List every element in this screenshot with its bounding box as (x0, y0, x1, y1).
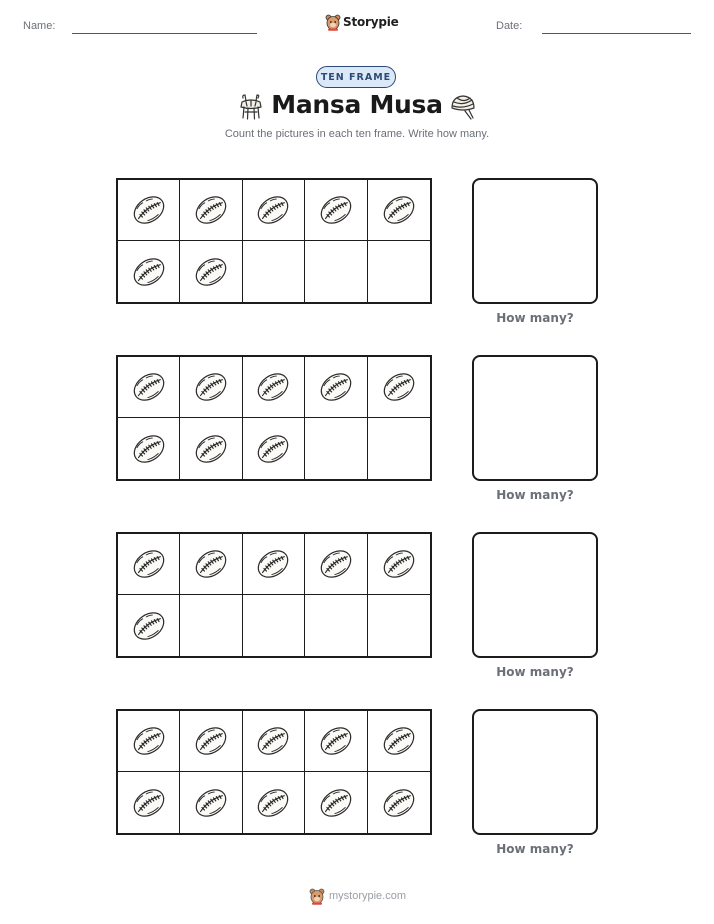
ten-frame-cell (118, 357, 180, 418)
cowrie-shell-icon (130, 607, 168, 645)
page-title: Mansa Musa (271, 90, 443, 119)
ten-frame-cell (305, 595, 367, 656)
ten-frame (116, 709, 432, 835)
ten-frame-cell (180, 595, 242, 656)
ten-frame-cell (305, 357, 367, 418)
cowrie-shell-icon (254, 545, 292, 583)
footer (309, 885, 406, 907)
date-label: Date: (496, 20, 523, 32)
cowrie-shell-icon (380, 722, 418, 760)
instructions: Count the pictures in each ten frame. Write how many. (224, 128, 490, 140)
cowrie-shell-icon (380, 784, 418, 822)
ten-frame-cell (243, 357, 305, 418)
cowrie-shell-icon (380, 368, 418, 406)
ten-frame (116, 355, 432, 481)
cowrie-shell-icon (130, 191, 168, 229)
cowrie-shell-icon (380, 545, 418, 583)
ten-frame-cell (180, 357, 242, 418)
cowrie-shell-icon (192, 430, 230, 468)
ten-frame-cell (180, 241, 242, 302)
how-many-label: How many? (496, 488, 574, 502)
cowrie-shell-icon (192, 253, 230, 291)
cowrie-shell-icon (130, 253, 168, 291)
ten-frame-badge: TEN FRAME (316, 66, 396, 88)
cowrie-shell-icon (192, 545, 230, 583)
cowrie-shell-icon (192, 191, 230, 229)
brand-logo (325, 13, 399, 31)
cowrie-shell-icon (254, 430, 292, 468)
cowrie-shell-icon (317, 545, 355, 583)
cowrie-shell-icon (254, 368, 292, 406)
how-many-label: How many? (496, 665, 574, 679)
cowrie-shell-icon (254, 784, 292, 822)
answer-box[interactable] (472, 532, 598, 658)
cowrie-shell-icon (130, 545, 168, 583)
cowrie-shell-icon (130, 368, 168, 406)
ten-frame-cell (118, 241, 180, 302)
cowrie-shell-icon (317, 784, 355, 822)
how-many-label: How many? (496, 311, 574, 325)
cowrie-shell-icon (317, 722, 355, 760)
ten-frame-cell (180, 534, 242, 595)
bear-mascot-icon (309, 888, 325, 905)
ten-frame-cell (368, 241, 430, 302)
ten-frame (116, 532, 432, 658)
name-line[interactable] (72, 33, 257, 34)
cowrie-shell-icon (254, 722, 292, 760)
ten-frame-cell (118, 180, 180, 241)
ten-frame-cell (368, 534, 430, 595)
ten-frame-cell (305, 418, 367, 479)
cowrie-shell-icon (192, 784, 230, 822)
ten-frame-cell (118, 772, 180, 833)
ten-frame-cell (243, 534, 305, 595)
ten-frame-cell (180, 711, 242, 772)
ten-frame-cell (368, 711, 430, 772)
cowrie-shell-icon (380, 191, 418, 229)
name-label: Name: (23, 20, 56, 32)
how-many-label: How many? (496, 842, 574, 856)
answer-box[interactable] (472, 178, 598, 304)
ten-frame-cell (118, 534, 180, 595)
cowrie-shell-icon (317, 368, 355, 406)
ten-frame-cell (243, 772, 305, 833)
ten-frame-cell (180, 772, 242, 833)
cowrie-shell-icon (130, 722, 168, 760)
ten-frame-cell (180, 180, 242, 241)
ten-frame-cell (243, 595, 305, 656)
cowrie-shell-icon (192, 722, 230, 760)
ten-frame-cell (305, 534, 367, 595)
cowrie-shell-icon (254, 191, 292, 229)
ten-frame-cell (243, 241, 305, 302)
ten-frame-cell (305, 711, 367, 772)
ten-frame-cell (368, 772, 430, 833)
ten-frame-cell (243, 711, 305, 772)
ten-frame-cell (368, 180, 430, 241)
cowrie-shell-icon (130, 784, 168, 822)
ten-frame-cell (305, 241, 367, 302)
ten-frame-cell (368, 418, 430, 479)
cowrie-shell-icon (317, 191, 355, 229)
ten-frame (116, 178, 432, 304)
answer-box[interactable] (472, 355, 598, 481)
ten-frame-cell (305, 772, 367, 833)
ten-frame-cell (368, 357, 430, 418)
ten-frame-cell (305, 180, 367, 241)
ten-frame-cell (180, 418, 242, 479)
ten-frame-cell (118, 711, 180, 772)
cowrie-shell-icon (192, 368, 230, 406)
footer-url: mystorypie.com (329, 890, 407, 902)
ten-frame-cell (118, 418, 180, 479)
ten-frame-cell (368, 595, 430, 656)
turban-icon (448, 92, 478, 122)
ten-frame-cell (243, 418, 305, 479)
date-line[interactable] (542, 33, 691, 34)
ten-frame-cell (118, 595, 180, 656)
bear-mascot-icon (325, 14, 341, 31)
answer-box[interactable] (472, 709, 598, 835)
cowrie-shell-icon (130, 430, 168, 468)
ten-frame-cell (243, 180, 305, 241)
brand-name: Storypie (343, 15, 399, 29)
